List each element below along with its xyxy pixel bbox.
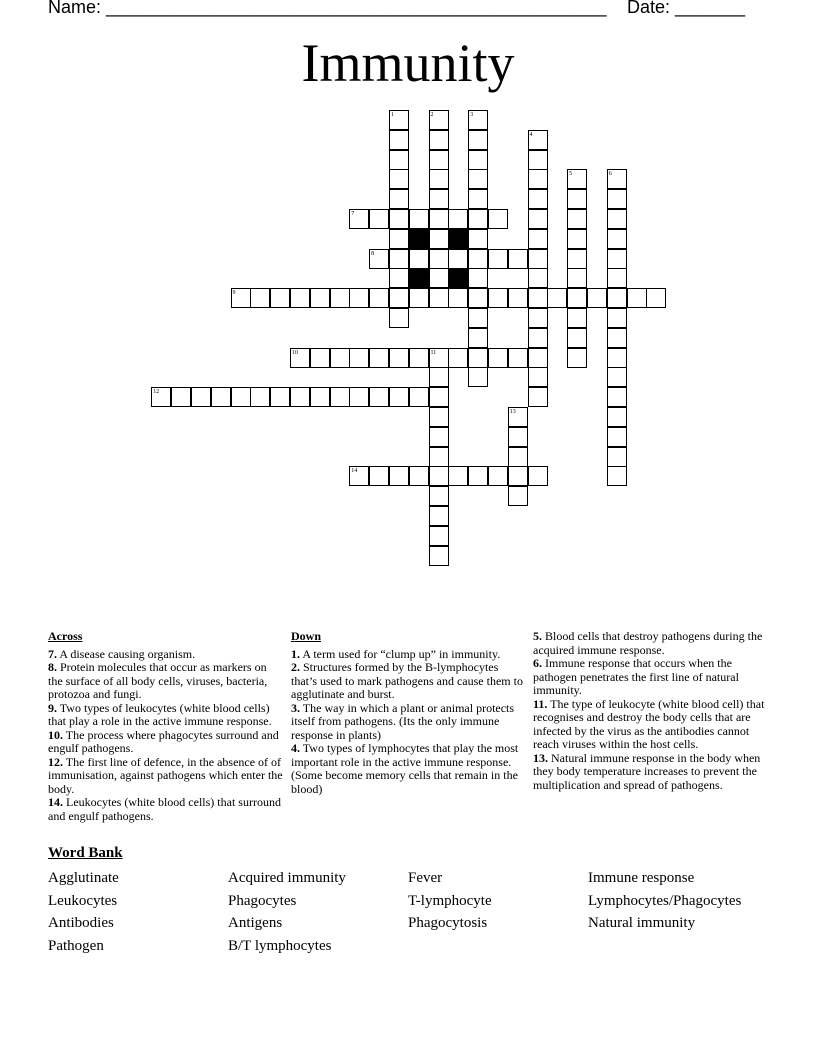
crossword-cell[interactable] [528,229,548,249]
crossword-cell[interactable] [607,407,627,427]
crossword-cell[interactable] [270,288,290,308]
word-bank-item: Agglutinate [48,870,119,886]
down-heading: Down [291,629,322,643]
crossword-cell[interactable] [468,229,488,249]
word-bank [48,867,808,958]
crossword-cell[interactable] [409,249,429,269]
crossword-cell[interactable] [468,288,488,308]
crossword-cell[interactable] [567,189,587,209]
clue-down-2: 2. Structures formed by the B-lymphocytes that’s used to mark pathogens and cause them to agglutinate and burst. [291,660,523,701]
crossword-cell[interactable] [468,169,488,189]
crossword-cell[interactable] [528,367,548,387]
crossword-cell[interactable] [429,526,449,546]
crossword-cell[interactable] [429,150,449,170]
crossword-cell[interactable] [607,447,627,467]
word-bank-item: B/T lymphocytes [228,938,332,955]
crossword-cell[interactable] [468,189,488,209]
crossword-cell[interactable] [567,268,587,288]
crossword-cell[interactable] [607,387,627,407]
clue-number-2: 2 [430,112,434,118]
crossword-cell[interactable] [429,288,449,308]
crossword-cell[interactable] [429,387,449,407]
clue-across-10: 10. The process where phagocytes surround and engulf pathogens. [48,727,279,755]
clue-across-9: 9. Two types of leukocytes (white blood cells) that play a role in the active immune response. [48,700,272,728]
crossword-cell[interactable] [528,150,548,170]
crossword-cell[interactable] [448,209,468,229]
crossword-cell[interactable] [607,288,627,308]
crossword-cell[interactable] [468,209,488,229]
crossword-cell[interactable] [528,328,548,348]
crossword-cell[interactable] [389,466,409,486]
crossword-cell[interactable] [429,189,449,209]
crossword-cell[interactable] [508,249,528,269]
crossword-cell[interactable] [389,130,409,150]
across-heading: Across [48,629,83,643]
across-clues [48,630,283,823]
crossword-cell[interactable] [528,169,548,189]
crossword-cell[interactable] [607,308,627,328]
crossword-cell[interactable] [468,328,488,348]
crossword-cell[interactable] [567,288,587,308]
crossword-black-cell [409,229,429,249]
word-bank-item: Immune response [588,870,695,886]
crossword-cell[interactable] [607,328,627,348]
crossword-cell[interactable] [468,466,488,486]
clue-number-9: 9 [232,290,236,297]
clue-number-11: 11 [430,349,437,356]
clue-across-7: 7. A disease causing organism. [48,646,196,661]
name-field: Name: __________________________________________________ [48,0,607,17]
crossword-cell[interactable] [508,288,528,308]
crossword-cell[interactable] [211,387,231,407]
crossword-cell[interactable] [429,427,449,447]
crossword-cell[interactable] [389,387,409,407]
crossword-cell[interactable] [468,348,488,368]
crossword-cell[interactable] [250,387,270,407]
crossword-cell[interactable] [409,466,429,486]
clue-down-11: 11. The type of leukocyte (white blood cell) that recognises and destroy the body cells that are infected by the virus as the antibodies cannot reach viruses within the host cells. [533,696,765,751]
clue-number-8: 8 [371,250,375,257]
crossword-cell[interactable] [448,348,468,368]
word-bank-item: Lymphocytes/Phagocytes [588,892,742,909]
clue-down-4: 4. Two types of lymphocytes that play the most important role in the active immune response. (Some become memory cells that remain in the blood) [291,741,519,796]
word-bank-item: Natural immunity [588,915,696,932]
clue-down-5: 5. Blood cells that destroy pathogens during the acquired immune response. [533,629,763,657]
clue-number-5: 5 [569,171,573,178]
crossword-cell[interactable] [349,387,369,407]
clue-across-12: 12. The first line of defence, in the absence of of immunisation, against pathogens which enter the body. [48,754,283,796]
crossword-cell[interactable] [369,288,389,308]
word-bank-item: Acquired immunity [228,870,346,886]
crossword-cell[interactable] [389,229,409,249]
crossword-cell[interactable] [409,387,429,407]
crossword-cell[interactable] [607,189,627,209]
crossword-cell[interactable] [607,466,627,486]
crossword-cell[interactable] [429,447,449,467]
word-bank-heading: Word Bank [48,845,123,861]
crossword-cell[interactable] [389,288,409,308]
crossword-cell[interactable] [607,268,627,288]
crossword-cell[interactable] [468,130,488,150]
clue-down-6: 6. Immune response that occurs when the pathogen penetrates the first line of natural immunity. [533,656,739,697]
crossword-cell[interactable] [429,229,449,249]
crossword-cell[interactable] [429,506,449,526]
word-bank-item: Phagocytosis [408,915,488,932]
crossword-cell[interactable] [310,348,330,368]
crossword-cell[interactable] [231,387,251,407]
clue-number-7: 7 [351,211,355,217]
crossword-cell[interactable] [369,209,389,229]
crossword-cell[interactable] [290,387,310,407]
clue-across-8: 8. Protein molecules that occur as markers on the surface of all body cells, viruses, bacteria, protozoa and fungi. [48,660,268,701]
word-bank-item: Phagocytes [228,892,297,909]
crossword-cell[interactable] [528,308,548,328]
crossword-cell[interactable] [330,387,350,407]
crossword-cell[interactable] [369,348,389,368]
crossword-cell[interactable] [389,209,409,229]
crossword-cell[interactable] [508,427,528,447]
word-bank-item: T-lymphocyte [408,892,492,909]
crossword-cell[interactable] [528,209,548,229]
crossword-cell[interactable] [389,189,409,209]
crossword-cell[interactable] [468,308,488,328]
crossword-cell[interactable] [429,209,449,229]
down-clues-continued [533,630,768,792]
crossword-cell[interactable] [171,387,191,407]
crossword-cell[interactable] [369,466,389,486]
date-field: Date: _______ [627,0,746,17]
clue-number-3: 3 [470,112,474,118]
crossword-cell[interactable] [468,150,488,170]
crossword-cell[interactable] [191,387,211,407]
crossword-cell[interactable] [488,466,508,486]
crossword-cell[interactable] [627,288,647,308]
clue-across-14: 14. Leukocytes (white blood cells) that surround and engulf pathogens. [48,795,281,823]
crossword-cell[interactable] [567,348,587,368]
crossword-cell[interactable] [409,348,429,368]
crossword-cell[interactable] [310,288,330,308]
crossword-cell[interactable] [369,387,389,407]
crossword-cell[interactable] [429,130,449,150]
crossword-cell[interactable] [528,466,548,486]
crossword-cell[interactable] [488,209,508,229]
page-title: Immunity [301,33,515,93]
crossword-cell[interactable] [528,249,548,269]
crossword-black-cell [409,268,429,288]
clue-number-6: 6 [608,171,612,178]
crossword-cell[interactable] [508,447,528,467]
clue-number-1: 1 [390,112,394,118]
clue-number-13: 13 [509,409,516,415]
crossword-cell[interactable] [607,367,627,387]
crossword-cell[interactable] [468,268,488,288]
clue-number-4: 4 [529,131,533,138]
clue-number-14: 14 [351,468,358,475]
crossword-cell[interactable] [587,288,607,308]
crossword-cell[interactable] [567,229,587,249]
crossword-cell[interactable] [528,268,548,288]
clue-number-10: 10 [291,349,298,356]
crossword-cell[interactable] [567,308,587,328]
crossword-cell[interactable] [389,348,409,368]
crossword-cell[interactable] [547,288,567,308]
crossword-cell[interactable] [607,249,627,269]
crossword-cell[interactable] [508,486,528,506]
crossword-cell[interactable] [448,288,468,308]
crossword-cell[interactable] [528,387,548,407]
crossword-cell[interactable] [429,466,449,486]
crossword-cell[interactable] [389,268,409,288]
crossword-cell[interactable] [429,367,449,387]
word-bank-item: Pathogen [48,938,104,955]
word-bank-item: Antigens [228,915,283,932]
crossword-cell[interactable] [448,249,468,269]
crossword-cell[interactable] [270,387,290,407]
crossword-cell[interactable] [488,348,508,368]
crossword-black-cell [448,268,468,288]
word-bank-item: Fever [408,870,443,886]
crossword-cell[interactable] [409,209,429,229]
crossword-cell[interactable] [607,348,627,368]
crossword-cell[interactable] [310,387,330,407]
crossword-cell[interactable] [567,209,587,229]
crossword-cell[interactable] [508,348,528,368]
crossword-cell[interactable] [607,229,627,249]
crossword-cell[interactable] [468,249,488,269]
crossword-cell[interactable] [567,249,587,269]
crossword-cell[interactable] [448,466,468,486]
crossword-cell[interactable] [409,288,429,308]
crossword-cell[interactable] [290,288,310,308]
crossword-cell[interactable] [389,308,409,328]
crossword-cell[interactable] [528,288,548,308]
crossword-cell[interactable] [429,169,449,189]
crossword-cell[interactable] [429,407,449,427]
down-clues [291,630,526,796]
crossword-cell[interactable] [488,288,508,308]
crossword-cell[interactable] [349,288,369,308]
crossword-cell[interactable] [607,209,627,229]
crossword-cell[interactable] [330,288,350,308]
word-bank-item: Antibodies [48,915,114,932]
crossword-cell[interactable] [389,249,409,269]
crossword-cell[interactable] [429,546,449,566]
clue-down-3: 3. The way in which a plant or animal protects itself from pathogens. (Its the only immune response in plants) [291,700,515,742]
crossword-cell[interactable] [429,249,449,269]
crossword-cell[interactable] [349,348,369,368]
crossword-cell[interactable] [250,288,270,308]
crossword-cell[interactable] [429,268,449,288]
crossword-cell[interactable] [528,348,548,368]
crossword-cell[interactable] [567,328,587,348]
crossword-cell[interactable] [488,249,508,269]
clue-number-12: 12 [153,389,160,396]
crossword-cell[interactable] [646,288,666,308]
crossword-cell[interactable] [607,427,627,447]
crossword-cell[interactable] [389,169,409,189]
crossword-cell[interactable] [508,466,528,486]
crossword-black-cell [448,229,468,249]
clue-down-1: 1. A term used for “clump up” in immunity. [291,646,501,661]
word-bank-item: Leukocytes [48,892,118,909]
crossword-cell[interactable] [330,348,350,368]
crossword-cell[interactable] [528,189,548,209]
crossword-cell[interactable] [429,486,449,506]
crossword-cell[interactable] [389,150,409,170]
clue-down-13: 13. Natural immune response in the body when they body temperature increases to prevent the multiplication and spread of pathogens. [533,750,761,792]
crossword-cell[interactable] [468,367,488,387]
